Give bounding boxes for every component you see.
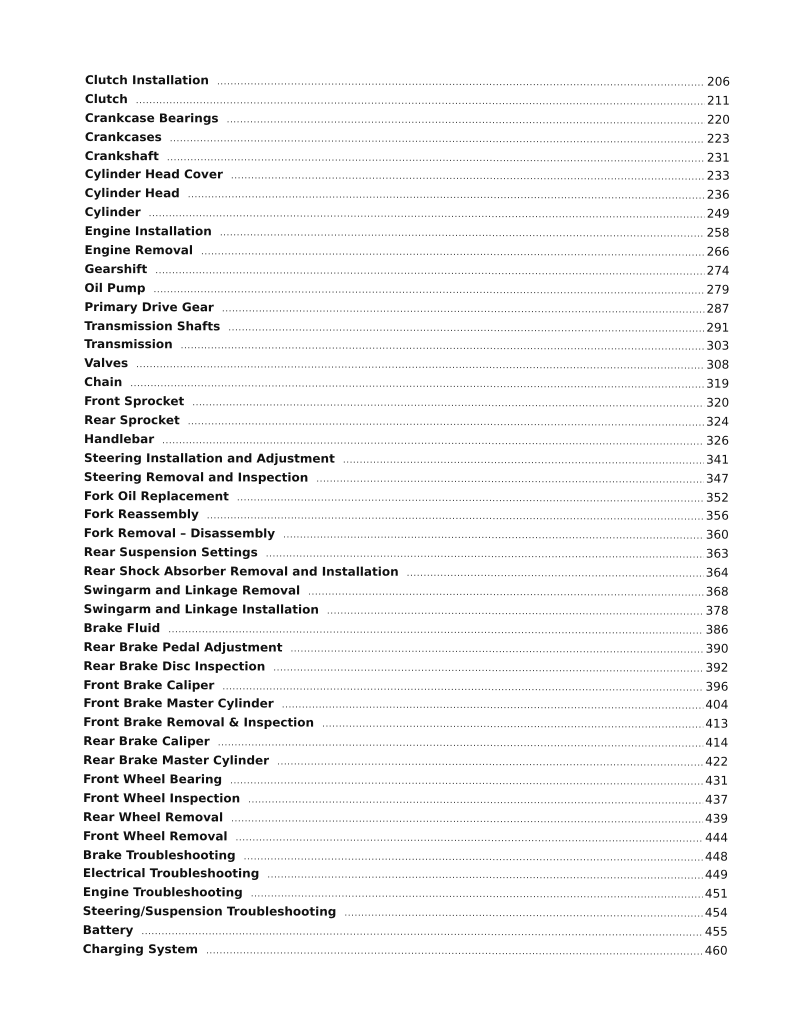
toc-entry-title: Front Wheel Inspection [83, 790, 241, 806]
toc-entry[interactable] [83, 864, 728, 885]
toc-entry-page: 455 [704, 924, 728, 939]
dot-leader [267, 867, 703, 887]
toc-entry-title: Brake Troubleshooting [82, 847, 236, 862]
toc-entry[interactable] [83, 732, 728, 753]
toc-entry-title: Rear Sprocket [84, 413, 180, 428]
toc-entry-page: 341 [706, 452, 730, 467]
toc-entry-page: 303 [706, 339, 730, 354]
toc-entry[interactable] [83, 827, 728, 848]
toc-entry-page: 439 [705, 811, 729, 826]
toc-entry-page: 324 [706, 414, 730, 429]
toc-entry-page: 308 [706, 357, 730, 373]
dot-leader [153, 281, 704, 301]
toc-entry-title: Transmission [84, 337, 173, 352]
dot-leader [206, 942, 703, 962]
dot-leader [236, 829, 704, 849]
toc-entry[interactable] [85, 184, 730, 205]
toc-entry[interactable] [85, 147, 730, 168]
toc-entry[interactable] [83, 638, 728, 659]
dot-leader [228, 319, 704, 339]
toc-entry[interactable] [84, 260, 729, 281]
dot-leader [231, 168, 705, 188]
toc-entry-title: Steering/Suspension Troubleshooting [82, 904, 337, 919]
dot-leader [227, 111, 705, 131]
table-of-contents [83, 71, 730, 961]
dot-leader [308, 584, 704, 604]
dot-leader [181, 338, 705, 358]
toc-entry-title: Rear Brake Caliper [83, 734, 210, 749]
toc-entry-page: 326 [706, 433, 730, 448]
toc-entry-title: Rear Suspension Settings [83, 545, 258, 560]
toc-entry-title: Front Wheel Removal [82, 828, 228, 844]
toc-entry-page: 413 [705, 716, 729, 731]
toc-entry[interactable] [83, 657, 728, 678]
toc-entry-page: 211 [707, 93, 730, 108]
toc-entry[interactable] [84, 468, 729, 489]
toc-entry[interactable] [85, 222, 730, 243]
dot-leader [130, 375, 704, 395]
toc-entry-title: Crankcase Bearings [84, 110, 219, 126]
toc-entry-page: 320 [706, 395, 730, 410]
toc-entry-page: 223 [706, 131, 730, 146]
dot-leader [407, 565, 704, 585]
toc-entry-page: 266 [706, 244, 730, 259]
toc-entry-title: Rear Shock Absorber Removal and Installation [83, 564, 399, 579]
toc-entry-title: Engine Installation [84, 224, 212, 239]
toc-entry[interactable] [84, 279, 729, 300]
dot-leader [222, 678, 703, 698]
toc-entry[interactable] [83, 694, 728, 715]
toc-entry-title: Rear Wheel Removal [83, 809, 224, 825]
dot-leader [344, 905, 703, 925]
toc-entry-title: Steering Installation and Adjustment [83, 450, 335, 466]
toc-entry-page: 291 [706, 320, 730, 335]
dot-leader [167, 149, 705, 169]
dot-leader [273, 659, 703, 679]
toc-entry-title: Front Brake Caliper [83, 677, 215, 692]
toc-entry[interactable] [84, 487, 729, 508]
toc-entry-page: 460 [704, 943, 728, 958]
dot-leader [290, 640, 703, 660]
toc-entry[interactable] [84, 354, 729, 375]
toc-entry-page: 352 [705, 490, 729, 505]
toc-entry-page: 386 [705, 622, 729, 637]
toc-entry[interactable] [84, 298, 729, 319]
dot-leader [327, 603, 704, 623]
dot-leader [170, 130, 705, 150]
toc-entry[interactable] [84, 373, 729, 394]
dot-leader [343, 451, 704, 471]
toc-entry-title: Rear Brake Disc Inspection [83, 658, 266, 674]
toc-entry-title: Clutch [84, 91, 128, 107]
toc-entry-page: 422 [705, 754, 729, 769]
dot-leader [217, 73, 705, 93]
toc-entry-page: 448 [705, 849, 728, 864]
toc-entry-title: Front Wheel Bearing [83, 771, 223, 787]
toc-entry-page: 363 [705, 546, 729, 561]
toc-entry[interactable] [83, 846, 728, 867]
toc-entry[interactable] [84, 449, 729, 470]
toc-entry[interactable] [83, 675, 728, 696]
toc-entry-title: Battery [82, 923, 134, 938]
dot-leader [222, 300, 705, 320]
toc-entry-title: Fork Oil Replacement [83, 488, 229, 503]
toc-entry-page: 236 [706, 187, 730, 203]
toc-entry[interactable] [85, 203, 730, 224]
toc-entry[interactable] [84, 505, 729, 526]
toc-entry-page: 220 [706, 112, 730, 127]
dot-leader [188, 413, 705, 433]
toc-entry-page: 437 [705, 792, 729, 807]
dot-leader [237, 489, 704, 509]
dot-leader [188, 187, 705, 207]
toc-entry-title: Cylinder [84, 205, 141, 220]
toc-entry-title: Oil Pump [84, 280, 146, 295]
toc-entry-title: Front Sprocket [84, 394, 185, 409]
toc-entry-page: 233 [706, 169, 730, 184]
dot-leader [231, 810, 703, 830]
dot-leader [218, 735, 704, 755]
toc-entry[interactable] [83, 902, 728, 923]
toc-entry-title: Steering Removal and Inspection [83, 469, 309, 485]
toc-entry-page: 368 [705, 584, 729, 599]
toc-entry-page: 319 [706, 376, 730, 391]
toc-entry-page: 347 [706, 471, 729, 486]
toc-entry-title: Swingarm and Linkage Removal [83, 583, 301, 598]
toc-entry-title: Fork Removal – Disassembly [83, 526, 276, 541]
toc-entry[interactable] [84, 581, 729, 602]
toc-entry-title: Brake Fluid [83, 620, 161, 636]
toc-entry-title: Valves [84, 356, 129, 371]
dot-leader [201, 243, 705, 263]
toc-entry[interactable] [84, 543, 729, 564]
toc-entry-title: Crankcases [84, 129, 162, 144]
dot-leader [316, 470, 704, 490]
toc-entry[interactable] [85, 128, 730, 149]
toc-entry-title: Chain [84, 375, 123, 390]
toc-entry[interactable] [84, 562, 729, 583]
toc-entry-page: 279 [706, 282, 730, 297]
toc-entry-title: Front Brake Removal & Inspection [83, 715, 315, 730]
toc-entry[interactable] [84, 411, 729, 432]
toc-entry[interactable] [84, 335, 729, 356]
toc-entry-title: Charging System [82, 941, 199, 957]
dot-leader [149, 205, 705, 225]
toc-entry-page: 378 [705, 603, 729, 618]
toc-entry-page: 414 [705, 735, 729, 750]
toc-entry-title: Transmission Shafts [84, 318, 221, 333]
dot-leader [322, 716, 703, 736]
toc-entry-title: Front Brake Master Cylinder [83, 696, 274, 711]
toc-entry[interactable] [85, 165, 730, 186]
toc-entry-title: Rear Brake Pedal Adjustment [83, 639, 283, 655]
toc-entry-page: 404 [705, 698, 729, 713]
toc-entry-page: 249 [706, 206, 730, 221]
toc-entry[interactable] [85, 109, 730, 130]
toc-entry[interactable] [83, 921, 728, 942]
toc-entry[interactable] [85, 90, 730, 111]
toc-entry-page: 364 [705, 565, 729, 580]
toc-entry-title: Engine Removal [84, 243, 194, 258]
toc-entry[interactable] [83, 940, 728, 961]
toc-entry[interactable] [83, 808, 728, 829]
toc-entry[interactable] [84, 524, 729, 545]
toc-entry-page: 231 [706, 150, 730, 165]
toc-entry-title: Cylinder Head [84, 186, 180, 201]
toc-entry[interactable] [84, 392, 729, 413]
toc-entry-page: 451 [704, 886, 728, 901]
toc-entry-page: 274 [706, 263, 730, 278]
toc-entry[interactable] [85, 71, 730, 92]
toc-entry-page: 444 [705, 830, 729, 845]
toc-entry-page: 390 [705, 641, 729, 656]
toc-entry[interactable] [85, 241, 730, 262]
toc-entry-page: 287 [706, 301, 730, 316]
toc-entry[interactable] [84, 317, 729, 338]
dot-leader [282, 697, 704, 717]
toc-entry-title: Primary Drive Gear [84, 299, 214, 315]
toc-entry-title: Clutch Installation [84, 72, 209, 88]
toc-entry[interactable] [83, 789, 728, 810]
dot-leader [230, 772, 703, 792]
toc-entry-title: Fork Reassembly [83, 507, 199, 522]
toc-entry-page: 206 [707, 74, 730, 89]
dot-leader [220, 224, 705, 244]
toc-entry-title: Cylinder Head Cover [84, 167, 223, 182]
dot-leader [136, 356, 704, 376]
toc-entry-title: Swingarm and Linkage Installation [83, 601, 319, 617]
toc-entry-title: Gearshift [84, 261, 148, 277]
toc-entry-title: Handlebar [84, 431, 155, 447]
toc-entry[interactable] [83, 883, 728, 904]
toc-entry-page: 454 [704, 905, 728, 920]
dot-leader [141, 923, 703, 943]
toc-entry[interactable] [83, 713, 728, 734]
toc-entry-page: 396 [705, 679, 729, 694]
toc-entry[interactable] [84, 430, 729, 451]
toc-entry-title: Crankshaft [84, 148, 159, 163]
toc-entry[interactable] [84, 600, 729, 621]
toc-entry-page: 258 [706, 225, 730, 240]
toc-entry-page: 392 [705, 660, 729, 675]
dot-leader [155, 262, 704, 282]
toc-entry-title: Engine Troubleshooting [82, 885, 243, 900]
toc-entry[interactable] [83, 751, 728, 772]
toc-entry-title: Rear Brake Master Cylinder [83, 753, 270, 768]
toc-entry[interactable] [83, 770, 728, 791]
toc-entry-page: 431 [705, 773, 729, 788]
toc-entry-title: Electrical Troubleshooting [82, 866, 260, 881]
dot-leader [244, 848, 703, 868]
toc-entry-page: 360 [705, 528, 729, 543]
dot-leader [248, 791, 703, 811]
dot-leader [277, 754, 703, 774]
toc-entry-page: 356 [705, 509, 729, 524]
dot-leader [283, 527, 704, 547]
toc-entry[interactable] [84, 619, 729, 640]
toc-entry-page: 449 [704, 868, 728, 883]
dot-leader [192, 394, 704, 414]
